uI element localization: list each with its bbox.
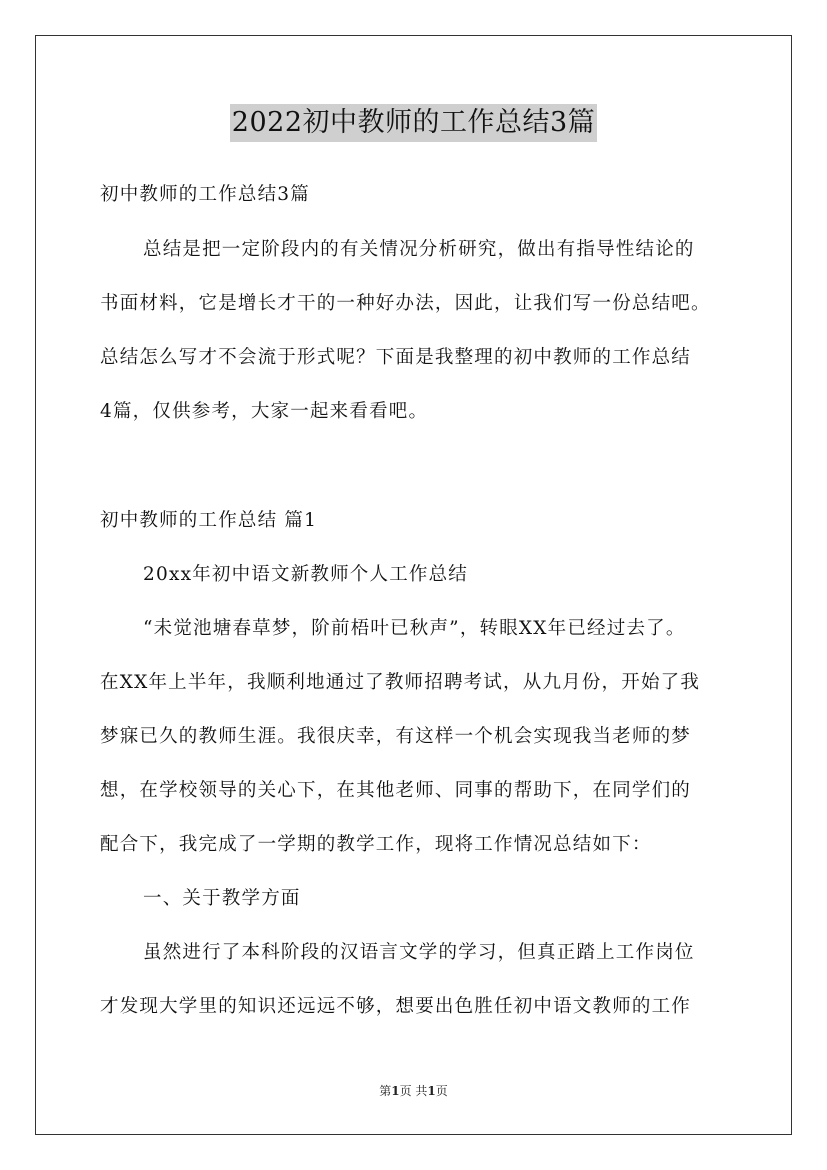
footer-mid: 页 共: [399, 1084, 428, 1098]
article-title: 20xx年初中语文新教师个人工作总结: [143, 564, 469, 585]
intro-line: 总结怎么写才不会流于形式呢？下面是我整理的初中教师的工作总结: [100, 347, 692, 368]
body-line: 想，在学校领导的关心下，在其他老师、同事的帮助下，在同学们的: [100, 780, 692, 801]
body-line: “未觉池塘春草梦，阶前梧叶已秋声”，转眼XX年已经过去了。: [143, 618, 686, 639]
footer-suffix: 页: [435, 1084, 448, 1098]
footer-page-number: 1: [391, 1084, 400, 1098]
section-heading: 初中教师的工作总结 篇1: [100, 510, 318, 531]
document-subtitle: 初中教师的工作总结3篇: [100, 184, 310, 205]
intro-line: 书面材料，它是增长才干的一种好办法，因此，让我们写一份总结吧。: [100, 293, 711, 314]
body-line: 梦寐已久的教师生涯。我很庆幸，有这样一个机会实现我当老师的梦: [100, 726, 692, 747]
document-title: 2022初中教师的工作总结3篇: [230, 104, 597, 142]
page-footer: [0, 1083, 827, 1099]
body-line: 在XX年上半年，我顺利地通过了教师招聘考试，从九月份，开始了我: [100, 672, 701, 693]
body-line: 虽然进行了本科阶段的汉语言文学的学习，但真正踏上工作岗位: [143, 942, 695, 963]
body-line: 才发现大学里的知识还远远不够，想要出色胜任初中语文教师的工作: [100, 996, 692, 1017]
title-container: [0, 104, 827, 142]
subheading: 一、关于教学方面: [143, 888, 301, 909]
footer-prefix: 第: [379, 1084, 392, 1098]
body-line: 配合下，我完成了一学期的教学工作，现将工作情况总结如下：: [100, 834, 652, 855]
footer-page-total: 1: [427, 1084, 436, 1098]
intro-line: 总结是把一定阶段内的有关情况分析研究，做出有指导性结论的: [143, 239, 695, 260]
intro-line: 4篇，仅供参考，大家一起来看看吧。: [100, 401, 429, 422]
